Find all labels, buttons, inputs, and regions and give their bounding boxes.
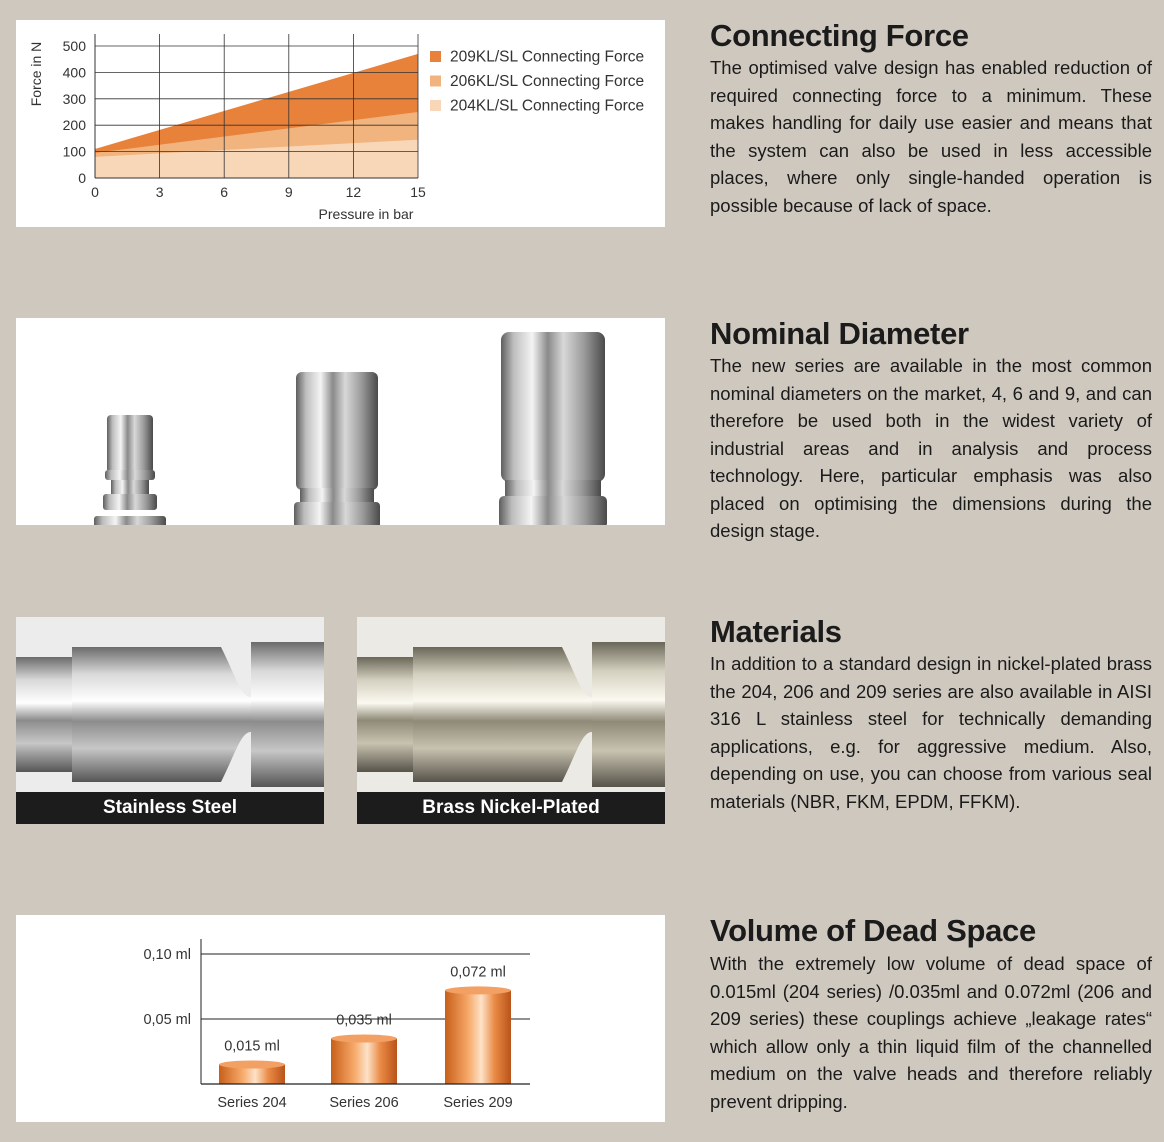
dead-space-chart bbox=[16, 915, 665, 1122]
x-tick-label: 6 bbox=[220, 184, 229, 200]
y-tick-label: 200 bbox=[62, 117, 86, 134]
section-title-nominal-diameter: Nominal Diameter bbox=[710, 316, 969, 351]
caption-brass-nickel-plated: Brass Nickel-Plated bbox=[357, 792, 665, 824]
section-title-dead-space: Volume of Dead Space bbox=[710, 913, 1036, 948]
y-tick-label: 0,10 ml bbox=[143, 947, 191, 963]
plug-small bbox=[94, 415, 166, 525]
bar-top bbox=[331, 1035, 397, 1043]
x-tick-label: 9 bbox=[284, 184, 293, 200]
legend-label-1: 209KL/SL Connecting Force bbox=[450, 48, 645, 66]
legend-label-2: 206KL/SL Connecting Force bbox=[450, 73, 645, 90]
x-category-label: Series 206 bbox=[329, 1095, 399, 1111]
bar-top bbox=[445, 986, 511, 994]
y-tick-label: 0,05 ml bbox=[143, 1012, 191, 1028]
stainless-coupling-image bbox=[16, 617, 324, 792]
y-tick-label: 300 bbox=[62, 90, 86, 107]
section-text-connecting-force: The optimised valve design has enabled reduction of required connecting force to a minimum. These makes handling for daily use easier and means that the system can also be used in less accessible places, where only single-handed operation is possible because of lack of space. bbox=[710, 57, 1152, 216]
coupling-plugs-image bbox=[16, 318, 665, 525]
nominal-diameter-photo bbox=[16, 318, 665, 525]
caption-stainless-steel: Stainless Steel bbox=[16, 792, 324, 824]
bar-data-label: 0,035 ml bbox=[336, 1012, 392, 1029]
legend-swatch-3 bbox=[430, 100, 441, 111]
section-title-materials: Materials bbox=[710, 614, 842, 649]
x-tick-label: 0 bbox=[91, 184, 99, 200]
force-chart-panel bbox=[16, 20, 665, 227]
bar-body bbox=[331, 1039, 397, 1085]
y-axis-title: Force in N bbox=[28, 41, 44, 107]
bar-body bbox=[445, 990, 511, 1084]
plug-large bbox=[499, 332, 607, 525]
y-tick-label: 400 bbox=[62, 64, 86, 81]
dead-space-chart-panel bbox=[16, 915, 665, 1122]
dead-space-bars bbox=[219, 964, 511, 1084]
section-title-connecting-force: Connecting Force bbox=[710, 18, 969, 53]
x-category-label: Series 204 bbox=[217, 1095, 287, 1111]
y-tick-label: 500 bbox=[62, 38, 86, 54]
section-text-nominal-diameter: The new series are available in the most common nominal diameters on the market, 4, 6 and 9, and can therefore be used both in the widest variety of industrial areas and in analysis and process technology. Here, particular emphasis was also placed on optimising the dimensions during the design stage. bbox=[710, 355, 1152, 541]
bar-series-206 bbox=[331, 1035, 397, 1085]
bar-series-209 bbox=[445, 986, 511, 1084]
brass-coupling-image bbox=[357, 617, 665, 792]
bar-data-label: 0,072 ml bbox=[450, 964, 506, 981]
material-photo-stainless bbox=[16, 617, 324, 824]
section-text-dead-space: With the extremely low volume of dead space of 0.015ml (204 series) /0.035ml and 0.072ml (206 and 209 series) these couplings achieve „leakage rates“ which allow only a thin liquid film of the channelled medium on the valve heads and therefore reliably prevent dripping. bbox=[710, 953, 1152, 1112]
bar-data-label: 0,015 ml bbox=[224, 1038, 280, 1055]
x-tick-label: 3 bbox=[155, 184, 164, 200]
y-tick-label: 0 bbox=[78, 170, 86, 186]
legend-swatch-2 bbox=[430, 76, 441, 87]
force-legend bbox=[430, 49, 644, 115]
section-text-materials: In addition to a standard design in nickel-plated brass the 204, 206 and 209 series are also available in AISI 316 L stainless steel for technically demanding applications, e.g. for aggressive medium. Also, depending on use, you can choose from various seal materials (NBR, FKM, EPDM, FFKM). bbox=[710, 653, 1152, 812]
x-axis-title: Pressure in bar bbox=[318, 206, 414, 222]
bar-series-204 bbox=[219, 1061, 285, 1085]
bar-top bbox=[219, 1061, 285, 1069]
force-chart bbox=[16, 20, 665, 227]
legend-swatch-1 bbox=[430, 51, 441, 62]
plug-medium bbox=[294, 372, 380, 525]
x-tick-label: 12 bbox=[345, 184, 362, 200]
legend-label-3: 204KL/SL Connecting Force bbox=[450, 97, 645, 115]
material-photo-brass bbox=[357, 617, 665, 824]
x-tick-label: 15 bbox=[410, 184, 426, 200]
y-tick-label: 100 bbox=[62, 143, 86, 160]
x-category-label: Series 209 bbox=[443, 1095, 513, 1111]
